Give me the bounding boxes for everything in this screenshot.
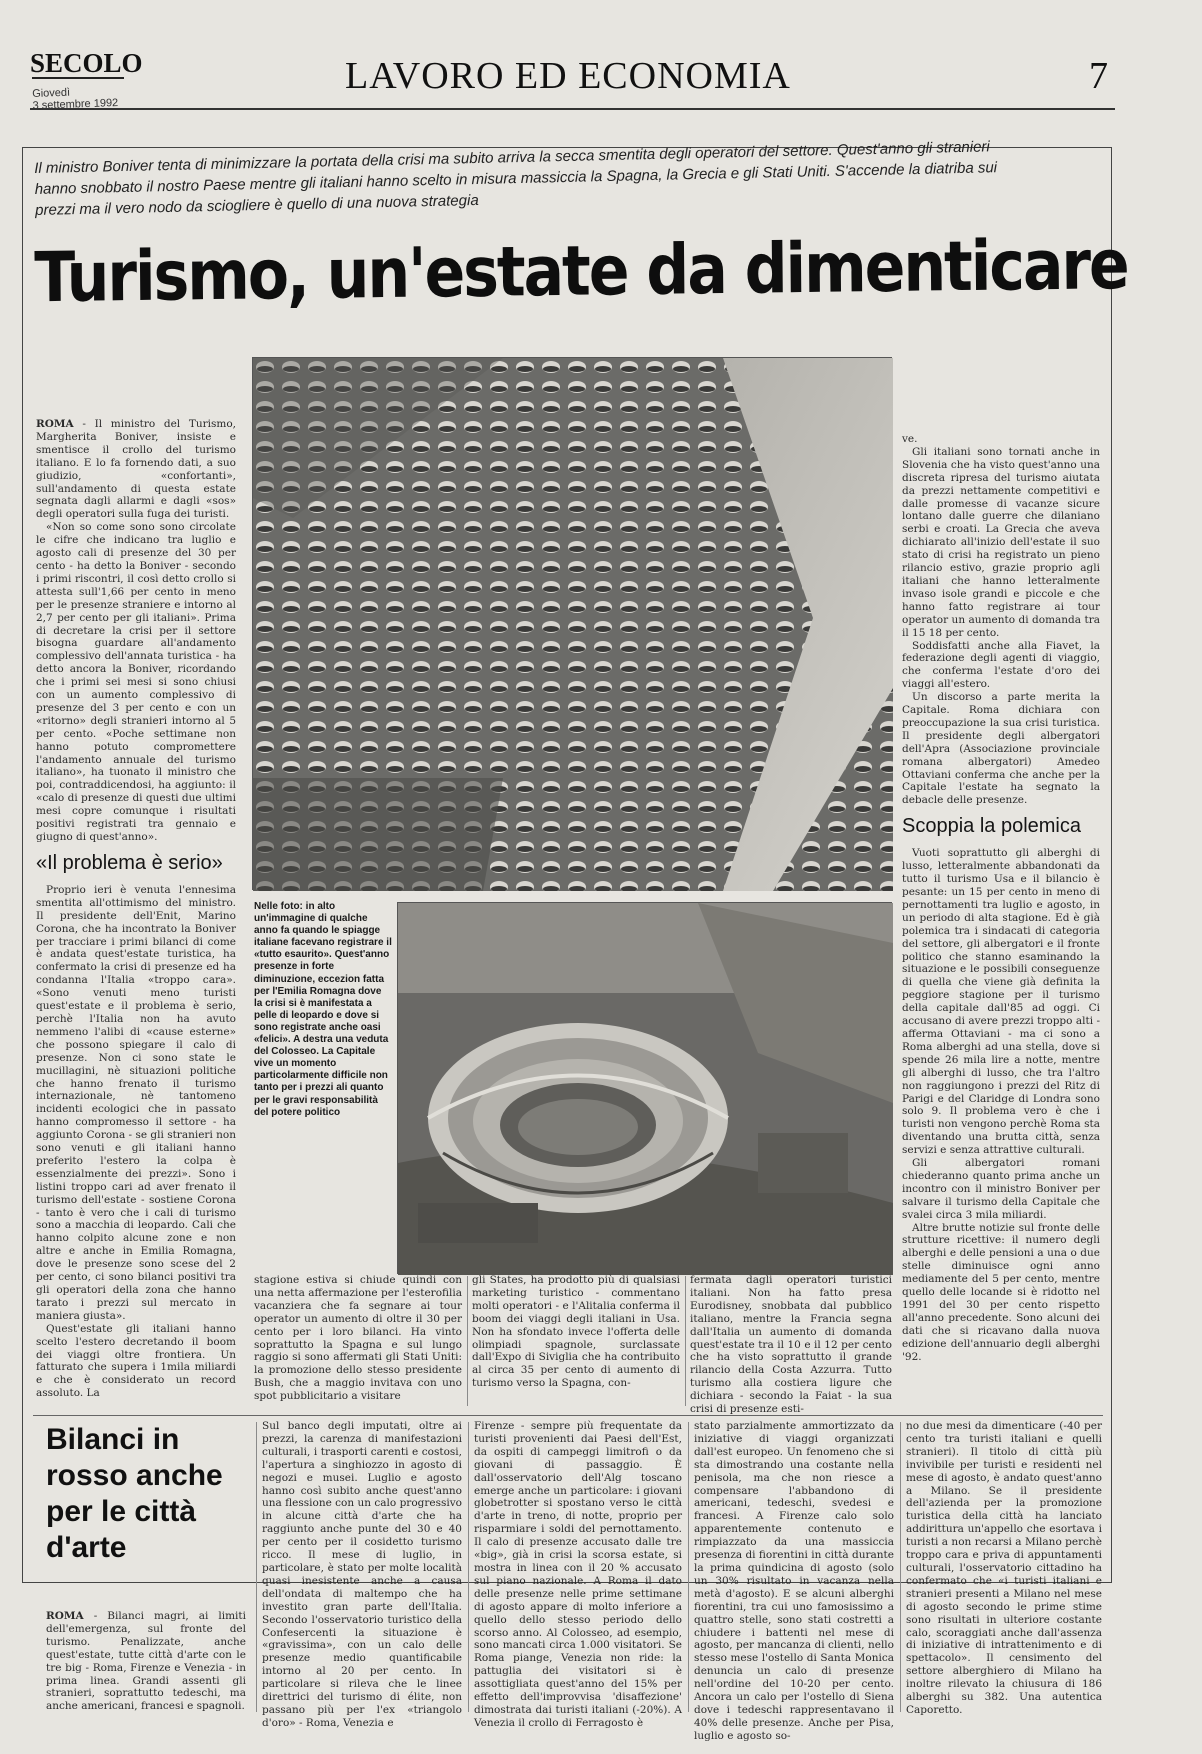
paragraph: stato parzialmente ammortizzato da iniziative di viaggi organizzati dall'est europeo. Un fenomeno che si sta dimostrando una costante nella penisola, ma che non riesce a compensare l'abbandono di americani, tedeschi, svedesi e francesi. A Firenze calo solo apparentemente contenuto e rimpiazzato da una massiccia presenza di fiorentini in città durante la prima quindicina di agosto (solo un 30% risultato in vacanza nella metà d'agosto). E se alcuni alberghi fiorentini, tra cui uno famosissimo a quattro stelle, sono stati costretti a chiudere i battenti nel mese di agosto, per mancanza di clienti, nello stesso mese l'ostello di Santa Monica denuncia un calo di presenze nell'ordine del 10-20 per cento. Ancora un calo per l'ostello di Siena dove i tedeschi rappresentavano il 40% delle presenze. Anche per Pisa, luglio e agosto so- [694, 1420, 894, 1742]
column-rule [900, 1422, 901, 1712]
column-rule [256, 1422, 257, 1712]
column-rule [688, 1422, 689, 1712]
beach-umbrellas-photo [252, 357, 892, 890]
secondary-column-2 [474, 1420, 682, 1729]
subheading: «Il problema è serio» [36, 851, 223, 874]
paragraph: - Il ministro del Turismo, Margherita Boniver, insiste e smentisce il crollo del turismo italiano. E lo fa fornendo dati, a suo giudizio, «confortanti», sull'andamento di questa estate segnata dagli allarmi e dagli «sos» degli operatori sulla fuga dei turisti. [36, 418, 236, 521]
column-rule [468, 1422, 469, 1712]
masthead-rule [30, 108, 1115, 110]
article-column-5 [902, 433, 1100, 1409]
issue-full-date: 3 settembre 1992 [32, 97, 119, 112]
issue-day: Giovedì [32, 86, 71, 100]
logo-underline [32, 77, 124, 79]
paragraph: «Non so come sono sono circolate le cifre che indicano tra luglio e agosto cali di presenze del 30 per cento - ha detto la Boniver - secondo i primi riscontri, il così detto crollo si attesta sull'1,66 per cento in meno per le presenze straniere e intorno al 2,7 per cento per gli italiani». Prima di decretare la crisi per il settore bisogna guardare all'andamento complessivo dell'annata turistica - ha detto ancora la Boniver, ricordando che i primi sei mesi si sono chiusi con un aumento complessivo di presenze del 3 per cento e con un «ritorno» degli stranieri intorno al 5 per cento. «Poche settimane non hanno potuto compromettere l'andamento annuale del turismo italiano», ha tuonato il ministro che poi, contraddicendosi, ha aggiunto: il «calo di presenze di questi due ultimi mesi copre comunque i risultati positivi registrati tra gennaio e giugno di quest'anno». [36, 521, 236, 843]
paragraph: Quest'estate gli italiani hanno scelto l'estero decretando il boom dei viaggi oltre frontiera. Un fatturato che supera i 1mila miliardi e che è considerato un record assoluto. La [36, 1322, 236, 1400]
paragraph: Soddisfatti anche alla Fiavet, la federazione degli agenti di viaggio, che conferma l'estate d'oro dei viaggi all'estero. [902, 639, 1100, 691]
paragraph: Vuoti soprattutto gli alberghi di lusso, letteralmente abbandonati da tutto il turismo Usa e il bilancio è pesante: un 15 per cento in meno di pernottamenti tra luglio e agosto, in un periodo di alta stagione. Ed è già polemica tra i sindacati di categoria del settore, gli albergatori e il fronte politico che stanno esaminando la situazione e le possibili conseguenze di quella che viene già definita la peggiore stagione per il turismo della capitale dall'85 ad oggi. Ci accusano di avere prezzi troppo alti - afferma Ottaviani - ma ci sono a Roma alberghi ad una stella, dove si spende 26 mila lire a notte, mentre gli alberghi di lusso, che tra l'altro non raggiungono i prezzi del Ritz di Parigi e del Claridge di Londra sono solo 9. Il problema vero è che i turisti non vengono perchè Roma sta diventando una brutta città, senza servizi e senza attrattive culturali. [902, 847, 1100, 1157]
paragraph: - Bilanci magri, ai limiti dell'emergenza, sul fronte del turismo. Penalizzate, anche quest'estate, tutte città d'arte con le tre big - Roma, Firenze e Venezia - in prima linea. Grandi assenti gli stranieri, soprattutto tedeschi, ma anche americani, francesi e spagnoli. [46, 1610, 246, 1713]
paragraph: Sul banco degli imputati, oltre ai prezzi, la carenza di manifestazioni culturali, i trasporti carenti e costosi, l'apertura a singhiozzo in agosto di negozi e musei. Luglio e agosto hanno così subito anche quest'anno una flessione con un calo progressivo in alcune città d'arte che ha raggiunto anche punte del 30 e 40 per cento per il cosidetto turismo ricco. Il mese di luglio, in particolare, è stato per molte località quasi inesistente anche a causa dell'ondata di maltempo che ha investito gran parte dell'Italia. Secondo l'osservatorio turistico della Confesercenti la situazione è «gravissima», con un calo delle presenze medio quantificabile intorno al 20 per cento. In particolare si rileva che le linee direttrici del turismo di élite, non passano più per l'ex «triangolo d'oro» - Roma, Venezia e [262, 1420, 462, 1729]
paragraph: Gli italiani sono tornati anche in Slovenia che ha visto quest'anno una discreta ripresa del turismo aiutata da prezzi nettamente competitivi e dalle promesse di vacanze sicure lontano dalle guerre che dilaniano serbi e croati. La Grecia che aveva dichiarato all'inizio dell'estate il suo stato di crisi ha registrato un pieno rilancio estivo, grazie proprio agli italiani che hanno letteralmente invaso isole grandi e piccole e che hanno fatto registrare ai tour operator un aumento di domanda tra il 15 18 per cento. [902, 445, 1100, 639]
section-divider [33, 1415, 1103, 1416]
photo-caption: Nelle foto: in alto un'immagine di qualche anno fa quando le spiagge italiane facevano registrare il «tutto esaurito». Quest'anno presenze in forte diminuzione, eccezion fatta per l'Emilia Romagna dove la crisi si è manifestata a pelle di leopardo e dove si sono registrate anche oasi «felici». A destra una veduta del Colosseo. La Capitale vive un momento particolarmente difficile non tanto per i prezzi ali quanto per le gravi responsabilità del potere politico [254, 901, 392, 1118]
column-dateline: ROMA [46, 1610, 84, 1622]
secondary-column-4 [906, 1420, 1102, 1716]
section-title: LAVORO ED ECONOMIA [345, 55, 791, 97]
paragraph: gli States, ha prodotto più di qualsiasi marketing turistico - commentano molti operatori - e l'Alitalia conferma il boom dei viaggi degli italiani in Usa. Non ha sfondato invece l'offerta delle olimpiadi spagnole, surclassate dall'Expo di Siviglia che ha contribuito al circa 35 per cento di aumento di turismo verso la Spagna, con- [472, 1274, 680, 1390]
article-deck: Il ministro Boniver tenta di minimizzare la portata della crisi ma subito arriva la secca smentita degli operatori del settore. Quest'anno gli stranieri hanno snobbato il nostro Paese mentre gli italiani hanno scelto in misura massiccia la Spagna, la Grecia e gli Stati Uniti. S'accende la diatriba sui prezzi ma il vero nodo da sciogliere è quello di una nuova strategia [34, 138, 998, 219]
paragraph: ve. [902, 433, 918, 445]
masthead [30, 40, 1120, 110]
column-dateline: ROMA [36, 418, 74, 430]
paragraph: Un discorso a parte merita la Capitale. Roma dichiara con preoccupazione la sua crisi turistica. Il presidente degli albergatori dell'Apra (Associazione provinciale romana albergatori) Amedeo Ottaviani conferma che anche per la Capitale l'estate ha segnato la debacle delle presenze. [902, 691, 1100, 807]
colosseum-aerial-photo [397, 902, 892, 1274]
subheading: Scoppia la polemica [902, 815, 1081, 838]
paragraph: no due mesi da dimenticare (-40 per cento tra turisti italiani e quelli stranieri). Il titolo di città più invivibile per turisti e residenti nel mese di agosto, è andato quest'anno a Milano. Se il presidente dell'azienda per la promozione turistica della città ha lanciato addirittura un'appello che esortava i turisti a non recarsi a Milano perchè troppo cara e priva di appuntamenti culturali, l'osservatorio cittadino ha confermato che «i turisti italiani e stranieri presenti a Milano nel mese di agosto secondo le prime stime sono risultati in ulteriore costante calo, scoraggiati anche dall'assenza di iniziative di intrattenimento e di spettacolo». Il censimento del settore alberghiero di Milano ha inoltre rilevato la chiusura di 186 alberghi su 382. Una autentica Caporetto. [906, 1420, 1102, 1716]
paragraph: Firenze - sempre più frequentate da turisti provenienti dai Paesi dell'Est, da ospiti di campeggi limitrofi o da giovani di passaggio. È dall'osservatorio dell'Alg toscano emerge anche un particolare: i giovani globetrotter si spostano verso le città d'arte in treno, di notte, proprio per risparmiare i soldi del pernottamento. Il calo di presenze accusato dalle tre «big», già in crisi la scorsa estate, si mostra in linea con il 20 % accusato sul piano nazionale. A Roma il dato delle presenze nelle prime settimane di agosto appare di molto inferiore a quello dello stesso periodo dello scorso anno. Al Colosseo, ad esempio, sono mancati circa 1.000 visitatori. Se Roma piange, Venezia non ride: la pattuglia dei visitatori si è assottigliata quest'anno del 15% per effetto dell'improvvisa 'disaffezione' dimostrata dai turisti italiani (-20%). A Venezia il crollo di Ferragosto è [474, 1420, 682, 1729]
secondary-headline: Bilanci in rosso anche per le città d'arte [46, 1423, 223, 1564]
secondary-column-3 [694, 1420, 894, 1742]
article-headline: Turismo, un'estate da dimenticare [34, 224, 1129, 319]
column-rule [467, 1276, 468, 1406]
paragraph: fermata dagli operatori turistici italiani. Non ha fatto presa Eurodisney, snobbata dal pubblico italiano, mentre la Francia segna dall'Italia un aumento di domanda quest'estate tra il 10 e il 12 per cento che ha visto soprattutto il grande rilancio della Costa Azzurra. Tutto turismo alla costiera ligure che dichiara - secondo la Faiat - la sua crisi di presenze esti- [690, 1274, 892, 1416]
column-rule [685, 1276, 686, 1406]
article-column-3 [472, 1274, 680, 1406]
paragraph: Proprio ieri è venuta l'ennesima smentita all'ottimismo del ministro. Il presidente dell'Enit, Marino Corona, che ha incontrato la Boniver per tracciare i primi bilanci di come è andata quest'estate turistica, ha confermato la crisi di presenze ed ha condanna l'Italia «troppo cara». «Sono venuti meno turisti quest'estate e il problema è serio, perchè l'Italia non ha avuto nemmeno l'alibi di «cause esterne» che possono spiegare il calo di presenze. Non ci sono state le mucillagini, nè situazioni politiche che hanno frenato il turismo internazionale, nè tantomeno incidenti ecologici che in passato hanno compromesso il settore - ha aggiunto Corona - se gli stranieri non sono venuti e gli italiani hanno preferito l'estero la colpa è essenzialmente dei prezzi». Sono i listini troppo cari ad aver frenato il turismo dell'estate - sostiene Corona - tanto è vero che i cali di turismo sono a macchia di leopardo. Cali che hanno colpito alcune zone e non altre e anche in Emilia Romagna, dove le presenze sono scese del 2 per cento, ci sono bilanci positivi tra gli operatori della zona che hanno tarato i prezzi sul mercato in maniera giusta». [36, 883, 236, 1322]
article-column-2 [254, 1274, 462, 1406]
colosseum-photo-image [398, 903, 893, 1275]
page-number: 7 [1089, 55, 1108, 97]
beach-photo-image [253, 358, 893, 891]
newspaper-logo: SECOLO [30, 48, 143, 78]
paragraph: Gli albergatori romani chiederanno quanto prima anche un incontro con il ministro Boniver per salvare il turismo della Capitale che svalei circa 3 mila miliardi. [902, 1157, 1100, 1221]
article-column-4 [690, 1274, 892, 1416]
article-column-1 [36, 418, 236, 1410]
paragraph: Altre brutte notizie sul fronte delle strutture ricettive: il numero degli alberghi e delle pensioni a una o due stelle diminuisce ogni anno mediamente del 5 per cento, mentre quello delle locande si è ridotto nel 1991 del 30 per cento rispetto all'anno precedente. Sono alcuni dei dati che si ricavano dalla nuova edizione dell'annuario degli alberghi '92. [902, 1221, 1100, 1363]
secondary-article-lead [46, 1610, 246, 1713]
secondary-column-1 [262, 1420, 462, 1729]
paragraph: stagione estiva si chiude quindi con una netta affermazione per l'esterofilia vacanziera che fa segnare ai tour operator un aumento di oltre il 30 per cento per i loro bilanci. Ha vinto soprattutto la Spagna e sul lungo raggio si sono affermati gli Stati Uniti: la promozione dello stesso presidente Bush, che a maggio invitava con uno spot pubblicitario a visitare [254, 1274, 462, 1403]
